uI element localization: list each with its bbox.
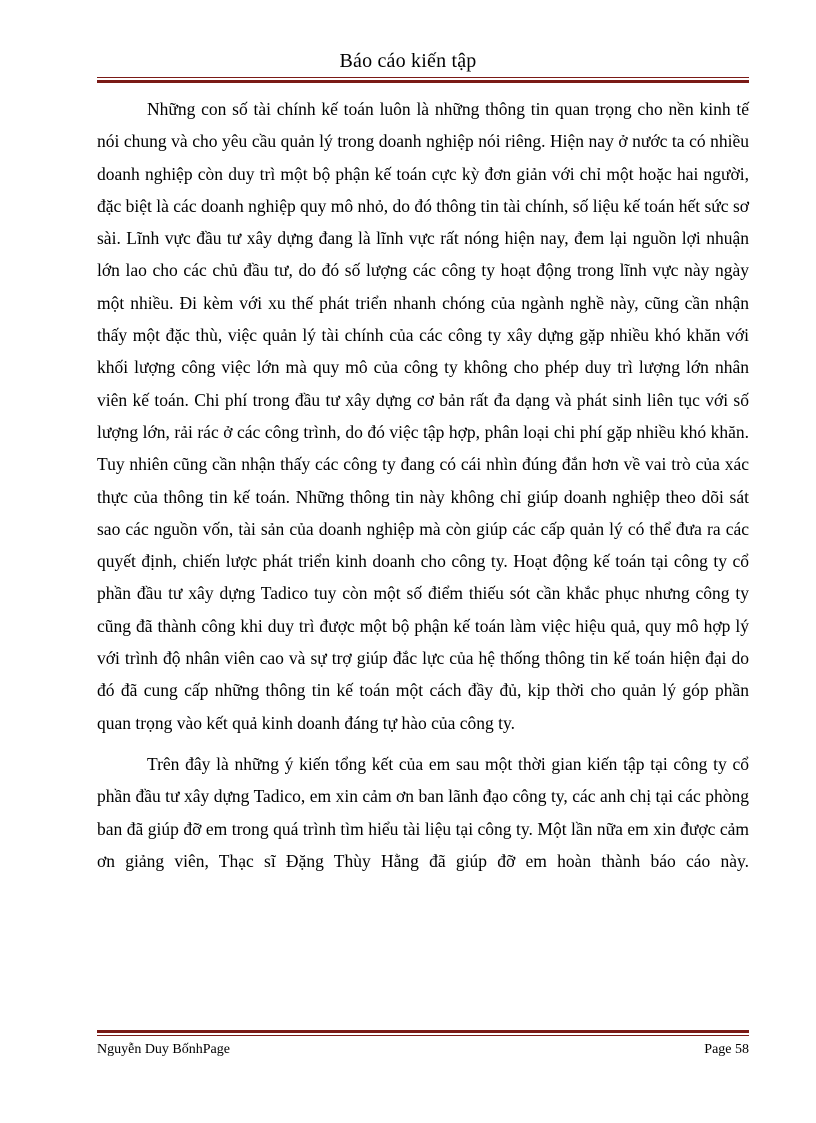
footer-author: Nguyễn Duy BốnhPage <box>97 1042 230 1057</box>
body-paragraph-1: Những con số tài chính kế toán luôn là những thông tin quan trọng cho nền kinh tế nói chung và cho yêu cầu quản lý trong doanh nghiệp nói riêng. Hiện nay ở nước ta có nhiều doanh nghiệp còn duy trì một bộ phận kế toán cực kỳ đơn giản với chỉ một hoặc hai người, đặc biệt là các doanh nghiệp quy mô nhỏ, do đó thông tin tài chính, số liệu kế toán hết sức sơ sài. Lĩnh vực đầu tư xây dựng đang là lĩnh vực rất nóng hiện nay, đem lại nguồn lợi nhuận lớn lao cho các chủ đầu tư, do đó số lượng các công ty hoạt động trong lĩnh vực này ngày một nhiều. Đi kèm với xu thế phát triển nhanh chóng của ngành nghề này, cũng cần nhận thấy một đặc thù, việc quản lý tài chính của các công ty xây dựng gặp nhiều khó khăn với khối lượng công việc lớn mà quy mô của công ty không cho phép duy trì lượng lớn nhân viên kế toán. Chi phí trong đầu tư xây dựng cơ bản rất đa dạng và phát sinh liên tục với số lượng lớn, rải rác ở các công trình, do đó việc tập hợp, phân loại chi phí gặp nhiều khó khăn. Tuy nhiên cũng cần nhận thấy các công ty đang có cái nhìn đúng đắn hơn về vai trò của xác thực của thông tin kế toán. Những thông tin này không chỉ giúp doanh nghiệp theo dõi sát sao các nguồn vốn, tài sản của doanh nghiệp mà còn giúp các cấp quản lý có thể đưa ra các quyết định, chiến lược phát triển kinh doanh cho công ty. Hoạt động kế toán tại công ty cổ phần đầu tư xây dựng Tadico tuy còn một số điểm thiếu sót cần khắc phục nhưng công ty cũng đã thành công khi duy trì được một bộ phận kế toán làm việc hiệu quả, quy mô hợp lý với trình độ nhân viên cao và sự trợ giúp đắc lực của hệ thống thông tin kế toán hiện đại do đó đã cung cấp những thông tin kế toán một cách đầy đủ, kịp thời cho quản lý góp phần quan trọng vào kết quả kinh doanh đáng tự hào của công ty. <box>97 99 750 733</box>
page-header-title: Báo cáo kiến tập <box>339 50 477 72</box>
footer-page-number: Page 58 <box>704 1042 749 1057</box>
document-body <box>97 93 749 877</box>
page-footer <box>97 1042 749 1058</box>
body-paragraph-2: Trên đây là những ý kiến tổng kết của em sau một thời gian kiến tập tại công ty cổ phần đầu tư xây dựng Tadico, em xin cảm ơn ban lãnh đạo công ty, các anh chị tại các phòng ban đã giúp đỡ em trong quá trình tìm hiểu tài liệu tại công ty. Một lần nữa em xin được cảm ơn giảng viên, Thạc sĩ Đặng Thùy Hằng đã giúp đỡ em hoàn thành báo cáo này. <box>97 753 749 871</box>
header-divider <box>97 77 749 83</box>
footer-divider <box>97 1030 749 1036</box>
